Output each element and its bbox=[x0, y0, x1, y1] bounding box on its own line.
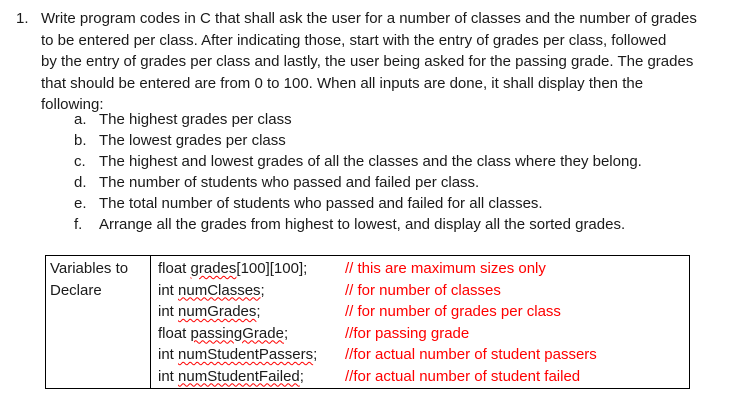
list-item-text: The highest grades per class bbox=[99, 111, 292, 128]
declaration-suffix: [100][100]; bbox=[236, 260, 308, 277]
list-item-text: Arrange all the grades from highest to lowest, and display all the sorted grades. bbox=[99, 216, 626, 233]
table-label-cell bbox=[46, 256, 151, 389]
variable-name: numStudentFailed bbox=[178, 367, 300, 385]
declaration bbox=[158, 258, 307, 280]
declaration bbox=[158, 280, 265, 302]
code-comment: //for passing grade bbox=[345, 324, 470, 342]
declaration-suffix: ; bbox=[283, 324, 289, 342]
type-keyword: int bbox=[158, 367, 174, 385]
code-row bbox=[158, 258, 685, 280]
declaration bbox=[158, 344, 317, 366]
list-item-text: The number of students who passed and failed per class. bbox=[99, 174, 480, 191]
table-code-cell bbox=[151, 256, 690, 389]
list-item-letter: a. bbox=[74, 111, 87, 128]
code-row bbox=[158, 344, 685, 366]
paragraph-line: by the entry of grades per class and lastly, the user being asked for the passing grade. The grades bbox=[41, 53, 694, 70]
list-item-text: The lowest grades per class bbox=[99, 132, 286, 149]
declaration-suffix: ; bbox=[299, 367, 304, 385]
paragraph-line: that should be entered are from 0 to 100. When all inputs are done, it shall display then the bbox=[41, 74, 644, 92]
variable-name: grades bbox=[190, 260, 237, 277]
type-keyword: float bbox=[158, 324, 187, 342]
declaration bbox=[158, 323, 288, 345]
variable-name: numGrades bbox=[178, 303, 257, 320]
declaration-suffix: ; bbox=[256, 303, 261, 320]
declaration bbox=[158, 301, 261, 323]
table-label-line: Variables to bbox=[50, 260, 129, 277]
question-paragraph bbox=[41, 8, 697, 116]
list-item-letter: f. bbox=[74, 216, 83, 233]
paragraph-line: to be entered per class. After indicating those, start with the entry of grades per class, followed bbox=[41, 31, 667, 49]
variable-name: numClasses bbox=[178, 281, 261, 299]
list-item-letter: b. bbox=[74, 132, 87, 149]
table-row bbox=[46, 256, 690, 389]
list-item-letter: e. bbox=[74, 195, 87, 212]
variable-name: numStudentPassers bbox=[178, 346, 314, 363]
paragraph-line: Write program codes in C that shall ask the user for a number of classes and the number of grades bbox=[41, 10, 697, 27]
variables-table bbox=[45, 255, 690, 389]
code-comment: // for number of grades per class bbox=[345, 303, 561, 320]
code-comment: // this are maximum sizes only bbox=[345, 260, 546, 277]
variable-name: passingGrade bbox=[190, 324, 284, 342]
code-row bbox=[158, 366, 685, 388]
code-row bbox=[158, 301, 685, 323]
type-keyword: int bbox=[158, 346, 174, 363]
code-comment: // for number of classes bbox=[345, 281, 501, 299]
list-item-text: The highest and lowest grades of all the classes and the class where they belong. bbox=[99, 153, 642, 170]
declaration bbox=[158, 366, 304, 388]
list-item-letter: d. bbox=[74, 174, 87, 191]
declaration-suffix: ; bbox=[260, 281, 265, 299]
list-item-text: The total number of students who passed and failed for all classes. bbox=[99, 195, 543, 212]
list-item-letter: c. bbox=[74, 153, 86, 170]
table-label-line: Declare bbox=[50, 281, 102, 299]
code-row bbox=[158, 323, 685, 345]
question-number: 1. bbox=[16, 10, 29, 27]
type-keyword: int bbox=[158, 281, 174, 299]
type-keyword: int bbox=[158, 303, 174, 320]
declaration-suffix: ; bbox=[313, 346, 318, 363]
code-row bbox=[158, 280, 685, 302]
code-comment: //for actual number of student passers bbox=[345, 346, 597, 363]
code-comment: //for actual number of student failed bbox=[345, 367, 581, 385]
type-keyword: float bbox=[158, 260, 187, 277]
paragraph-line: following: bbox=[41, 96, 104, 113]
